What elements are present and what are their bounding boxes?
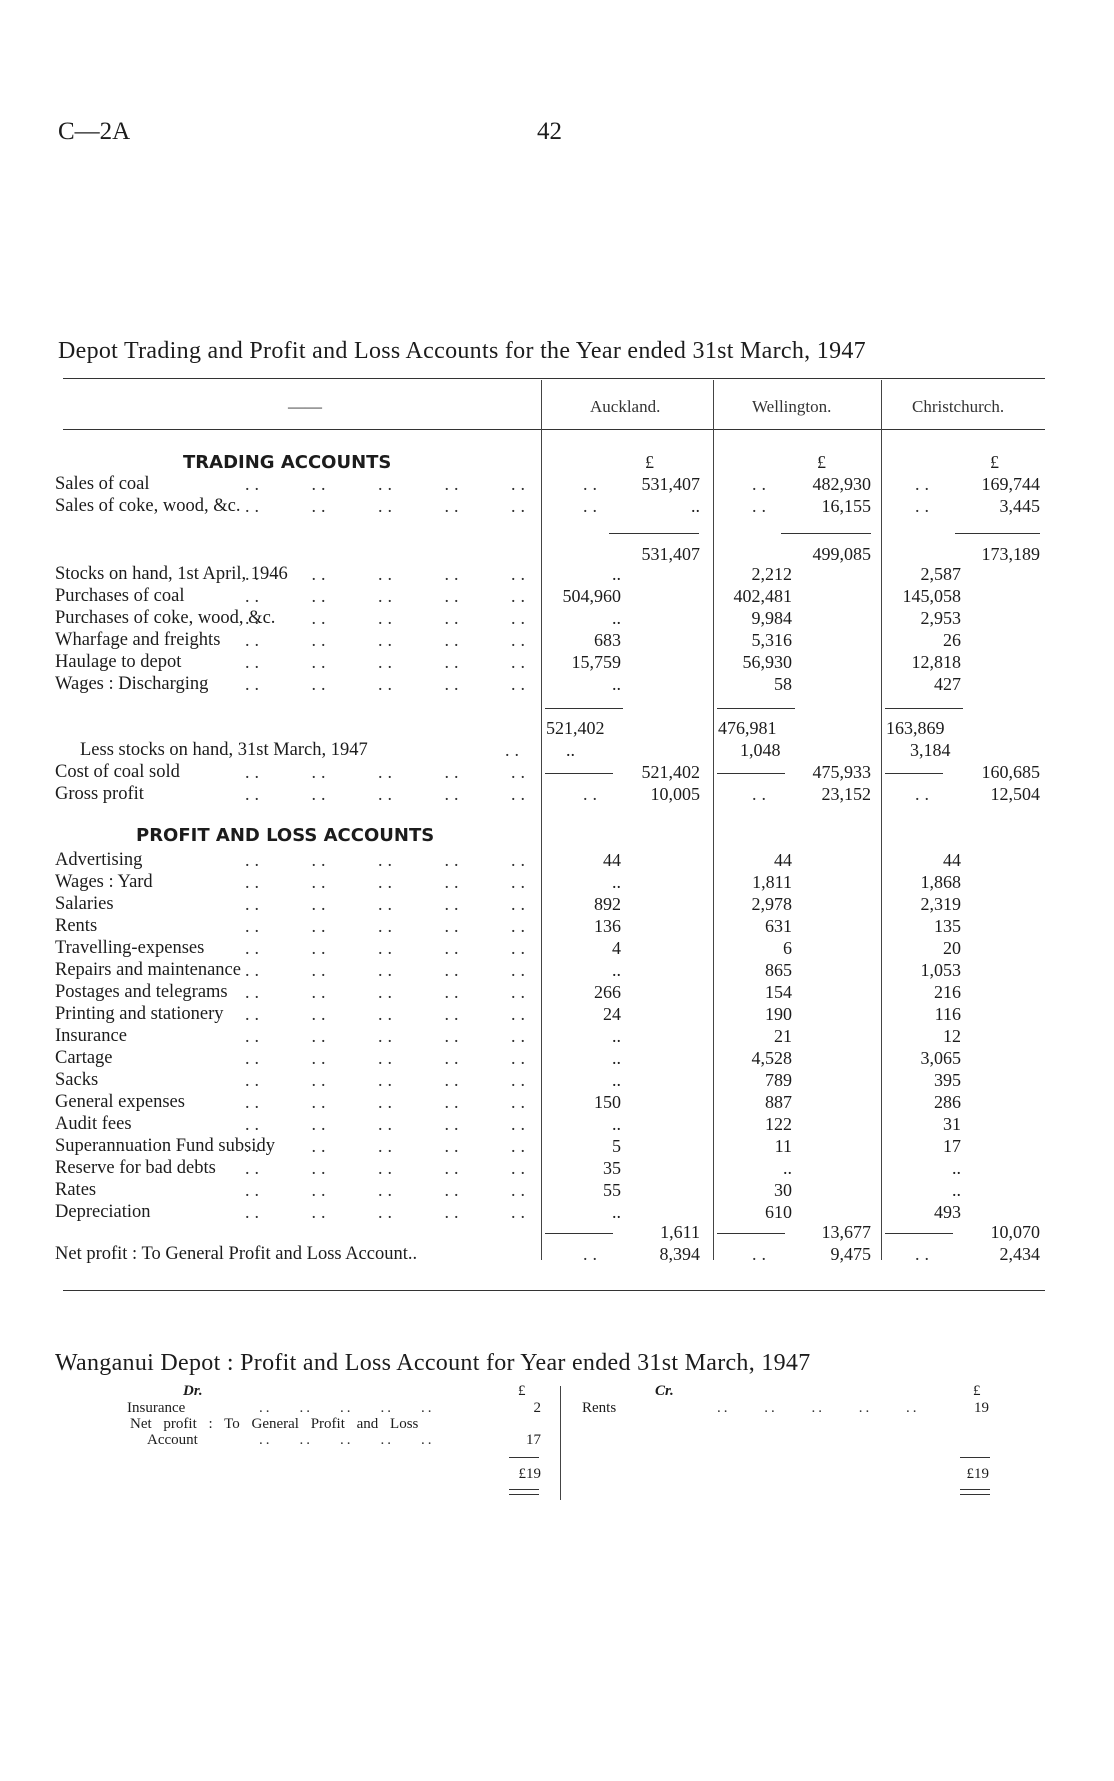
- wellington-value: 789: [765, 1070, 792, 1090]
- row-label: Wages : Discharging: [55, 674, 209, 694]
- dr-value: 17: [526, 1432, 541, 1448]
- total-rule: [885, 1233, 953, 1234]
- total-rule: [545, 1233, 613, 1234]
- leader-dots: ..: [915, 1244, 934, 1264]
- leader-dots: ..: [583, 1244, 602, 1264]
- christchurch-value: 145,058: [902, 586, 961, 606]
- row-label: Repairs and maintenance: [55, 960, 241, 980]
- row-label: Salaries: [55, 894, 114, 914]
- page-ref: C—2A: [58, 118, 131, 145]
- wanganui-title: Wanganui Depot : Profit and Loss Account for Year ended 31st March, 1947: [55, 1350, 811, 1376]
- leader-dots: .. .. .. .. ..: [245, 474, 530, 494]
- cr-double-rule: [960, 1489, 990, 1495]
- wellington-value: 9,984: [751, 608, 792, 628]
- dr-total: £19: [518, 1466, 541, 1482]
- wellington-value: 44: [774, 850, 792, 870]
- christchurch-value: 2,587: [920, 564, 961, 584]
- row-label: Haulage to depot: [55, 652, 182, 672]
- auckland-value: 504,960: [562, 586, 621, 606]
- wellington-value: 190: [765, 1004, 792, 1024]
- leader-dots: .. .. .. .. ..: [245, 982, 530, 1002]
- column-divider: [713, 380, 714, 1260]
- label-column-header: ——: [288, 397, 322, 416]
- subtotal-rule: [885, 708, 963, 709]
- auckland-value: 5: [612, 1136, 621, 1156]
- wellington-value: ..: [783, 1158, 792, 1178]
- subtotal-rule: [717, 708, 795, 709]
- christchurch-value: 12: [943, 1026, 961, 1046]
- leader-dots: .. .. .. .. ..: [245, 916, 530, 936]
- wellington-value: 482,930: [812, 474, 871, 494]
- cost-subtotal-auckland: 521,402: [546, 718, 605, 738]
- gross-profit-label: Gross profit: [55, 784, 144, 804]
- currency-symbol: £: [817, 452, 826, 472]
- column-divider: [541, 380, 542, 1260]
- christchurch-value: 20: [943, 938, 961, 958]
- cr-label: Rents: [582, 1400, 617, 1416]
- leader-dots: ..: [915, 474, 934, 494]
- cost-sold-wellington: 475,933: [812, 762, 871, 782]
- row-label: Wages : Yard: [55, 872, 153, 892]
- leader-dots: .. .. .. .. ..: [245, 1070, 530, 1090]
- row-label: Wharfage and freights: [55, 630, 221, 650]
- leader-dots: ..: [583, 474, 602, 494]
- auckland-value: 150: [594, 1092, 621, 1112]
- leader-dots: ..: [752, 496, 771, 516]
- wellington-value: 30: [774, 1180, 792, 1200]
- less-stocks-auckland: ..: [566, 740, 575, 760]
- row-label: Sacks: [55, 1070, 99, 1090]
- wellington-value: 11: [774, 1136, 792, 1156]
- leader-dots: .. .. .. .. ..: [245, 1180, 530, 1200]
- christchurch-column-header: Christchurch.: [912, 397, 1005, 416]
- header-bottom-rule: [63, 429, 1045, 430]
- auckland-value: ..: [612, 1048, 621, 1068]
- subtotal-rule: [781, 533, 871, 534]
- leader-dots: .. .. .. .. ..: [245, 1114, 530, 1134]
- gross-profit-auckland: 10,005: [650, 784, 700, 804]
- leader-dots: .. .. .. .. ..: [245, 894, 530, 914]
- less-stocks-wellington: 1,048: [740, 740, 781, 760]
- christchurch-value: 493: [934, 1202, 961, 1222]
- less-stocks-label: Less stocks on hand, 31st March, 1947: [80, 740, 368, 760]
- subtotal-rule: [609, 533, 699, 534]
- currency-symbol: £: [645, 452, 654, 472]
- leader-dots: .. .. .. .. ..: [245, 1202, 530, 1222]
- christchurch-value: 395: [934, 1070, 961, 1090]
- auckland-value: 44: [603, 850, 621, 870]
- christchurch-value: 17: [943, 1136, 961, 1156]
- christchurch-value: 427: [934, 674, 961, 694]
- wellington-value: 2,978: [751, 894, 792, 914]
- leader-dots: .. .. .. .. ..: [245, 1026, 530, 1046]
- row-label: Reserve for bad debts: [55, 1158, 216, 1178]
- row-label: Superannuation Fund subsidy: [55, 1136, 275, 1156]
- wellington-column-header: Wellington.: [752, 397, 832, 416]
- leader-dots: .. .. .. .. ..: [245, 496, 530, 516]
- cr-total: £19: [966, 1466, 989, 1482]
- row-label: Purchases of coke, wood, &c.: [55, 608, 276, 628]
- row-label: Depreciation: [55, 1202, 151, 1222]
- leader-dots: ..: [915, 496, 934, 516]
- leader-dots: .. .. .. .. ..: [245, 784, 530, 804]
- pl-total-auckland: 1,611: [660, 1222, 700, 1242]
- christchurch-value: 216: [934, 982, 961, 1002]
- auckland-value: 55: [603, 1180, 621, 1200]
- auckland-value: 266: [594, 982, 621, 1002]
- subtotal-rule: [955, 533, 1040, 534]
- auckland-value: ..: [612, 872, 621, 892]
- row-label: Sales of coke, wood, &c.: [55, 496, 241, 516]
- auckland-value: ..: [612, 960, 621, 980]
- christchurch-value: 3,065: [920, 1048, 961, 1068]
- auckland-value: 35: [603, 1158, 621, 1178]
- christchurch-value: 169,744: [981, 474, 1040, 494]
- christchurch-value: 1,868: [920, 872, 961, 892]
- leader-dots: .. .. .. .. ..: [717, 1400, 920, 1416]
- pl-total-christchurch: 10,070: [990, 1222, 1040, 1242]
- row-label: Printing and stationery: [55, 1004, 224, 1024]
- cost-sold-christchurch: 160,685: [981, 762, 1040, 782]
- leader-dots: ..: [583, 496, 602, 516]
- christchurch-value: 31: [943, 1114, 961, 1134]
- christchurch-value: 2,953: [920, 608, 961, 628]
- leader-dots: ..: [752, 784, 771, 804]
- auckland-value: ..: [612, 674, 621, 694]
- wellington-value: 6: [783, 938, 792, 958]
- wellington-value: 887: [765, 1092, 792, 1112]
- leader-dots: ..: [752, 1244, 771, 1264]
- wellington-value: 631: [765, 916, 792, 936]
- less-stocks-christchurch: 3,184: [910, 740, 951, 760]
- trading-heading: TRADING ACCOUNTS: [183, 452, 392, 473]
- leader-dots: .. .. .. .. ..: [245, 674, 530, 694]
- account-divider: [560, 1386, 561, 1500]
- net-profit-auckland: 8,394: [659, 1244, 700, 1264]
- net-profit-label: Net profit : To General Profit and Loss Account..: [55, 1244, 418, 1264]
- christchurch-value: ..: [952, 1180, 961, 1200]
- leader-dots: ..: [915, 784, 934, 804]
- leader-dots: .. .. .. .. ..: [245, 608, 530, 628]
- wellington-value: 56,930: [742, 652, 792, 672]
- cost-sold-auckland: 521,402: [641, 762, 700, 782]
- auckland-value: 892: [594, 894, 621, 914]
- net-profit-wellington: 9,475: [830, 1244, 871, 1264]
- sales-total-christchurch: 173,189: [981, 544, 1040, 564]
- wellington-value: 402,481: [733, 586, 792, 606]
- total-rule: [717, 1233, 785, 1234]
- cost-subtotal-wellington: 476,981: [718, 718, 777, 738]
- auckland-value: ..: [612, 564, 621, 584]
- row-label: Advertising: [55, 850, 143, 870]
- subtotal-rule: [545, 708, 623, 709]
- christchurch-value: 3,445: [999, 496, 1040, 516]
- auckland-value: ..: [612, 1114, 621, 1134]
- christchurch-value: 26: [943, 630, 961, 650]
- auckland-column-header: Auckland.: [590, 397, 661, 416]
- row-label: Travelling-expenses: [55, 938, 205, 958]
- dr-label: Account: [147, 1432, 198, 1448]
- wellington-value: 1,811: [752, 872, 792, 892]
- leader-dots: .. .. .. .. ..: [245, 960, 530, 980]
- leader-dots: ..: [583, 784, 602, 804]
- carry-rule: [885, 773, 943, 774]
- pl-heading: PROFIT AND LOSS ACCOUNTS: [136, 825, 435, 846]
- christchurch-value: 1,053: [920, 960, 961, 980]
- dr-label: Insurance: [127, 1400, 186, 1416]
- leader-dots: ..: [505, 740, 524, 760]
- leader-dots: .. .. .. .. ..: [259, 1432, 435, 1448]
- dr-total-rule: [509, 1457, 539, 1458]
- currency-symbol: £: [990, 452, 999, 472]
- table-top-rule: [63, 378, 1045, 379]
- carry-rule: [717, 773, 785, 774]
- dr-label: Net profit : To General Profit and Loss: [130, 1416, 419, 1432]
- wellington-value: 4,528: [751, 1048, 792, 1068]
- cost-sold-label: Cost of coal sold: [55, 762, 180, 782]
- table-bottom-rule: [63, 1290, 1045, 1291]
- row-label: Postages and telegrams: [55, 982, 228, 1002]
- row-label: Cartage: [55, 1048, 113, 1068]
- leader-dots: .. .. .. .. ..: [245, 564, 530, 584]
- auckland-value: 15,759: [571, 652, 621, 672]
- auckland-value: ..: [612, 1070, 621, 1090]
- leader-dots: .. .. .. .. ..: [245, 630, 530, 650]
- cost-subtotal-christchurch: 163,869: [886, 718, 945, 738]
- cr-currency: £: [973, 1383, 981, 1399]
- page-number: 42: [537, 118, 562, 145]
- christchurch-value: 44: [943, 850, 961, 870]
- leader-dots: .. .. .. .. ..: [259, 1400, 435, 1416]
- dr-value: 2: [533, 1400, 541, 1416]
- cr-total-rule: [960, 1457, 990, 1458]
- gross-profit-wellington: 23,152: [821, 784, 871, 804]
- auckland-value: 136: [594, 916, 621, 936]
- christchurch-value: 286: [934, 1092, 961, 1112]
- christchurch-value: 135: [934, 916, 961, 936]
- sales-total-wellington: 499,085: [812, 544, 871, 564]
- wellington-value: 58: [774, 674, 792, 694]
- auckland-value: 24: [603, 1004, 621, 1024]
- christchurch-value: 12,818: [911, 652, 961, 672]
- table-title: Depot Trading and Profit and Loss Accounts for the Year ended 31st March, 1947: [58, 338, 866, 364]
- row-label: General expenses: [55, 1092, 185, 1112]
- auckland-value: ..: [612, 608, 621, 628]
- auckland-value: ..: [612, 1026, 621, 1046]
- auckland-value: 4: [612, 938, 621, 958]
- leader-dots: .. .. .. .. ..: [245, 872, 530, 892]
- dr-currency: £: [518, 1383, 526, 1399]
- leader-dots: .. .. .. .. ..: [245, 850, 530, 870]
- auckland-value: ..: [691, 496, 700, 516]
- net-profit-christchurch: 2,434: [999, 1244, 1040, 1264]
- dr-heading: Dr.: [183, 1383, 203, 1399]
- pl-total-wellington: 13,677: [821, 1222, 871, 1242]
- wellington-value: 865: [765, 960, 792, 980]
- row-label: Rates: [55, 1180, 97, 1200]
- row-label: Sales of coal: [55, 474, 150, 494]
- leader-dots: .. .. .. .. ..: [245, 586, 530, 606]
- row-label: Rents: [55, 916, 98, 936]
- wellington-value: 5,316: [751, 630, 792, 650]
- leader-dots: .. .. .. .. ..: [245, 1136, 530, 1156]
- wellington-value: 2,212: [751, 564, 792, 584]
- auckland-value: ..: [612, 1202, 621, 1222]
- carry-rule: [545, 773, 613, 774]
- wellington-value: 122: [765, 1114, 792, 1134]
- wellington-value: 154: [765, 982, 792, 1002]
- dr-double-rule: [509, 1489, 539, 1495]
- auckland-value: 683: [594, 630, 621, 650]
- leader-dots: .. .. .. .. ..: [245, 1158, 530, 1178]
- christchurch-value: ..: [952, 1158, 961, 1178]
- leader-dots: .. .. .. .. ..: [245, 652, 530, 672]
- leader-dots: .. .. .. .. ..: [245, 1048, 530, 1068]
- leader-dots: .. .. .. .. ..: [245, 1092, 530, 1112]
- row-label: Insurance: [55, 1026, 127, 1046]
- row-label: Stocks on hand, 1st April, 1946: [55, 564, 288, 584]
- row-label: Purchases of coal: [55, 586, 185, 606]
- leader-dots: ..: [752, 474, 771, 494]
- wellington-value: 610: [765, 1202, 792, 1222]
- christchurch-value: 2,319: [920, 894, 961, 914]
- auckland-value: 531,407: [641, 474, 700, 494]
- sales-total-auckland: 531,407: [641, 544, 700, 564]
- leader-dots: .. .. .. .. ..: [245, 938, 530, 958]
- gross-profit-christchurch: 12,504: [990, 784, 1040, 804]
- cr-value: 19: [974, 1400, 989, 1416]
- row-label: Audit fees: [55, 1114, 132, 1134]
- wellington-value: 21: [774, 1026, 792, 1046]
- wellington-value: 16,155: [821, 496, 871, 516]
- cr-heading: Cr.: [655, 1383, 674, 1399]
- leader-dots: .. .. .. .. ..: [245, 762, 530, 782]
- column-divider: [881, 380, 882, 1260]
- christchurch-value: 116: [934, 1004, 961, 1024]
- leader-dots: .. .. .. .. ..: [245, 1004, 530, 1024]
